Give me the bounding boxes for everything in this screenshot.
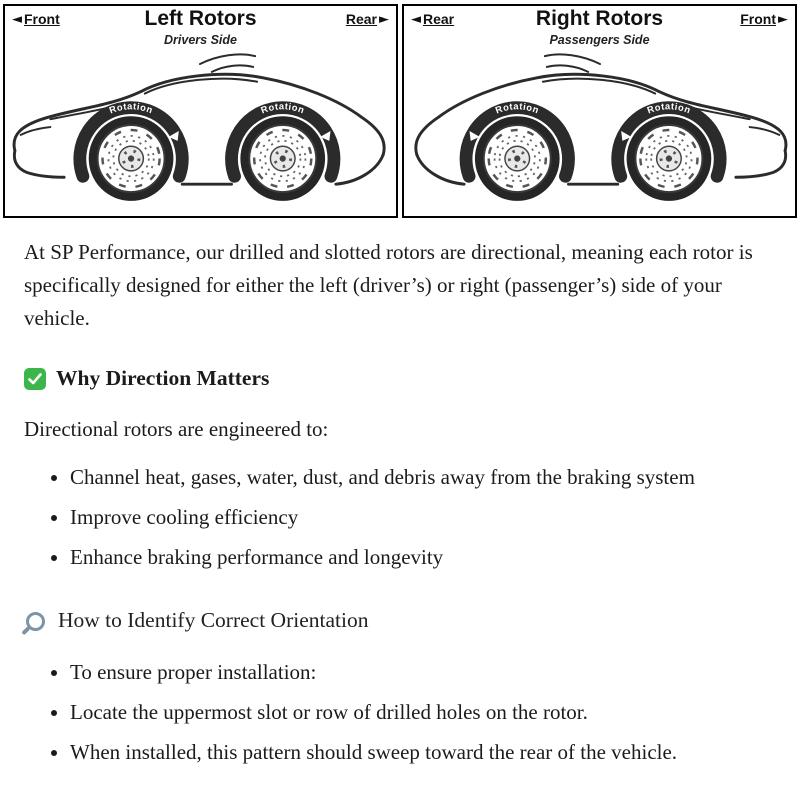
bullet-item: • To ensure proper installation: bbox=[70, 656, 774, 689]
bullet-item: • Improve cooling efficiency bbox=[70, 501, 774, 534]
rotor-direction-diagram bbox=[0, 0, 800, 218]
direction-text: Front bbox=[24, 11, 60, 27]
rotation-label: Rotation bbox=[259, 101, 307, 116]
magnifier-icon bbox=[26, 612, 45, 631]
front-rotor bbox=[627, 116, 712, 201]
rotation-label: Rotation bbox=[494, 101, 541, 116]
front-rotor bbox=[89, 116, 174, 201]
orientation-steps-list bbox=[24, 656, 774, 770]
bullet-item: • Enhance braking performance and longevity bbox=[70, 541, 774, 574]
section-heading-orientation bbox=[24, 604, 774, 638]
panel-subtitle: Drivers Side bbox=[164, 33, 237, 47]
arrow-right-icon: ► bbox=[778, 11, 788, 27]
front-direction-label bbox=[740, 11, 788, 27]
rear-direction-label bbox=[346, 11, 389, 27]
panel-title: Left Rotors bbox=[144, 7, 257, 30]
arrow-left-icon: ◄ bbox=[411, 11, 421, 27]
direction-text: Rear bbox=[345, 11, 377, 27]
arrow-right-icon: ► bbox=[379, 11, 389, 27]
heading-text: Why Direction Matters bbox=[56, 365, 270, 390]
car-illustration-right bbox=[404, 48, 795, 212]
left-rotors-panel bbox=[3, 4, 398, 218]
direction-text: Front bbox=[740, 11, 776, 27]
arrow-left-icon: ◄ bbox=[12, 11, 22, 27]
section-heading-direction bbox=[24, 362, 774, 396]
lead-paragraph: Directional rotors are engineered to: bbox=[24, 417, 329, 442]
bullet-item: • When installed, this pattern should sweep toward the rear of the vehicle. bbox=[70, 736, 774, 769]
car-illustration-left bbox=[5, 48, 396, 212]
panel-subtitle: Passengers Side bbox=[549, 33, 650, 47]
article-body bbox=[0, 218, 800, 807]
bullet-item: • Channel heat, gases, water, dust, and debris away from the braking system bbox=[70, 461, 774, 494]
check-icon bbox=[24, 368, 46, 390]
heading-text: How to Identify Correct Orientation bbox=[58, 608, 369, 633]
direction-benefits-list bbox=[24, 461, 774, 575]
panel-title: Right Rotors bbox=[535, 7, 664, 30]
right-rotors-panel bbox=[402, 4, 797, 218]
rear-rotor bbox=[240, 116, 325, 201]
intro-paragraph: At SP Performance, our drilled and slotted rotors are directional, meaning each rotor is specifically designed for either the left (driver’s) or right (passenger’s) side of your vehicle. bbox=[24, 240, 753, 331]
rotation-label: Rotation bbox=[107, 101, 155, 116]
rotation-label: Rotation bbox=[645, 101, 693, 116]
bullet-item: • Locate the uppermost slot or row of drilled holes on the rotor. bbox=[70, 696, 774, 729]
direction-text: Rear bbox=[423, 11, 455, 27]
rear-rotor bbox=[475, 116, 560, 201]
